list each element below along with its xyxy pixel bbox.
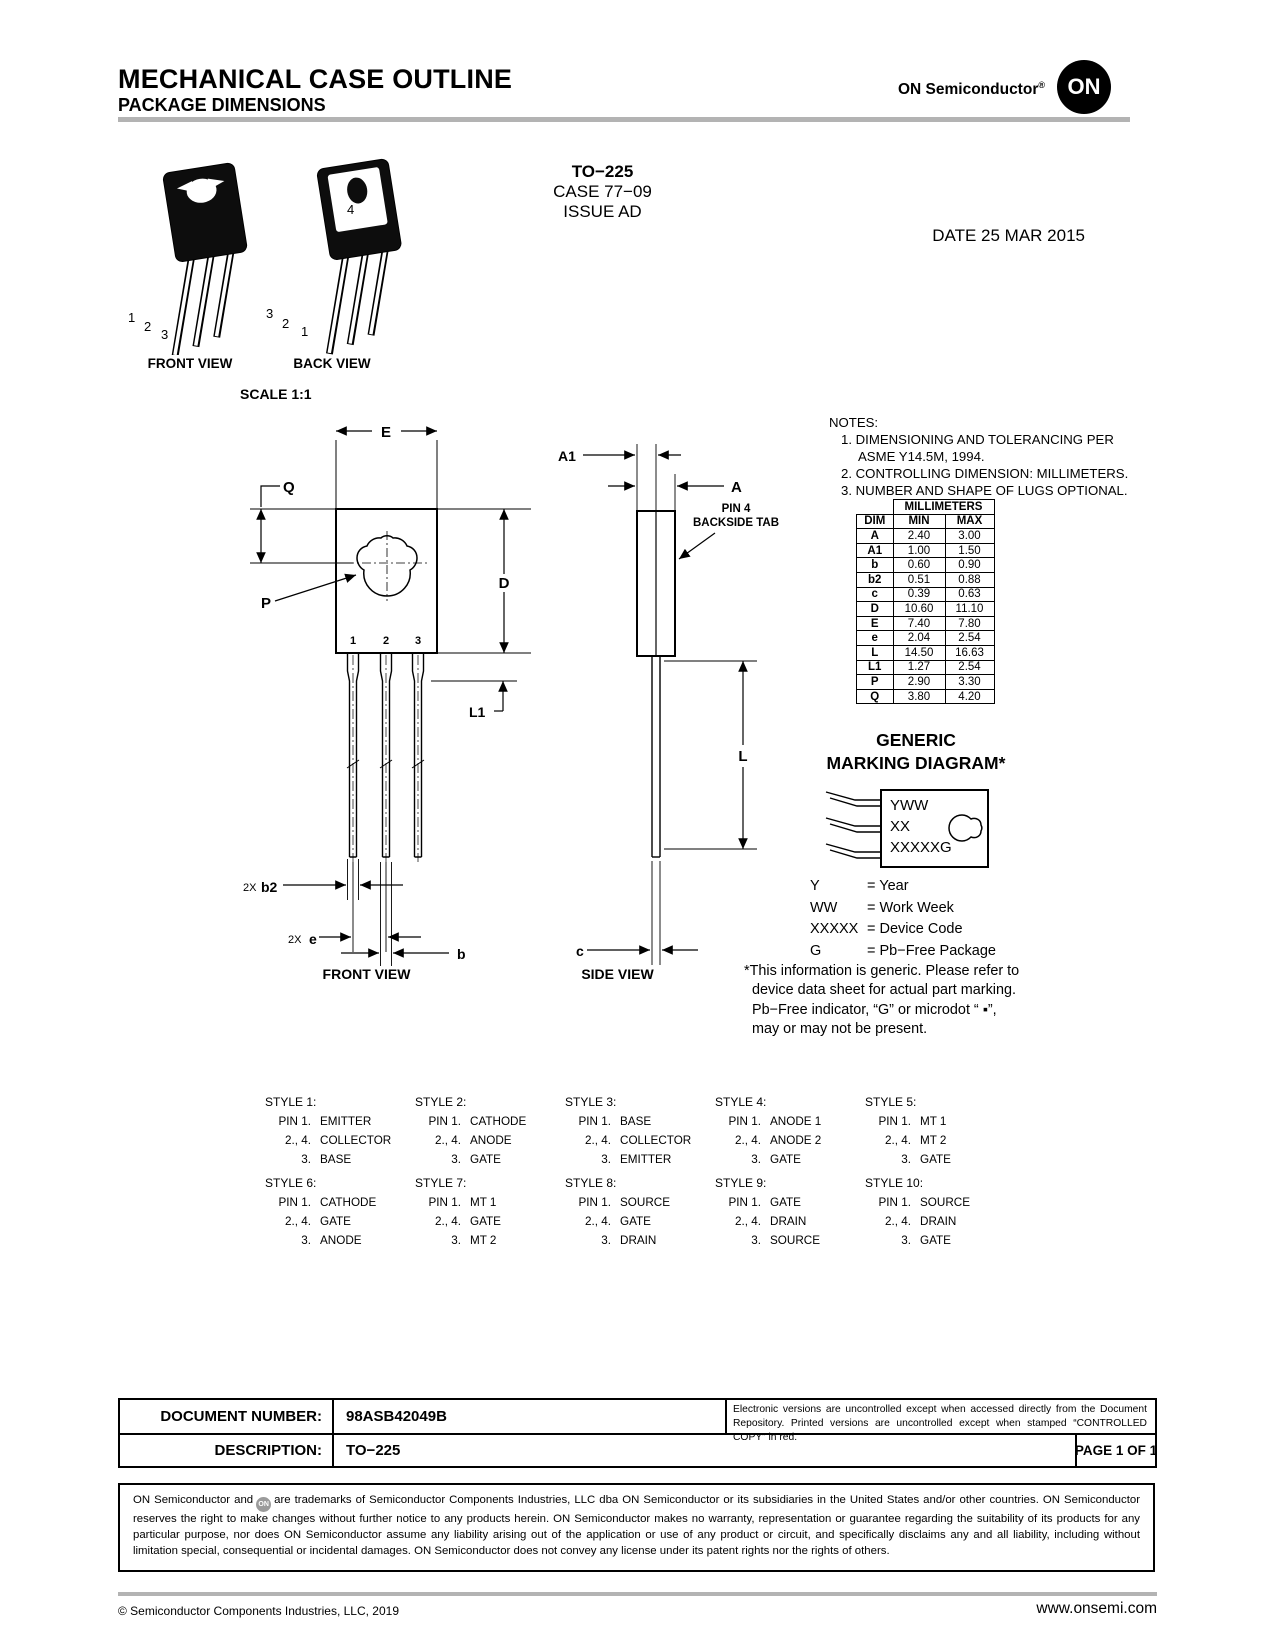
header-rule xyxy=(118,117,1130,122)
back-pin-label-2: 2 xyxy=(282,316,290,331)
generic-note-line3: Pb−Free indicator, “G” or microdot “ ▪”, xyxy=(752,1001,997,1018)
style-block-1: STYLE 1: PIN 1. EMITTER 2., 4. COLLECTOR 3. BASE xyxy=(265,1095,392,1167)
dim-label-A: A xyxy=(731,479,742,496)
front-pin-label-2: 2 xyxy=(144,319,152,334)
front-pin-label-1: 1 xyxy=(128,310,136,325)
page-indicator: PAGE 1 OF 1 xyxy=(1074,1443,1158,1458)
table-row: Q 3.80 4.20 xyxy=(857,689,995,704)
back-pin-label-3: 3 xyxy=(266,306,274,321)
marking-hole-glyph xyxy=(949,815,982,841)
mounting-hole xyxy=(345,531,429,601)
dim-label-b2: b2 xyxy=(261,879,278,895)
dim-label-c: c xyxy=(576,943,584,959)
package-name: TO−225 xyxy=(571,162,634,181)
qty-2x-b2: 2X xyxy=(243,882,257,894)
table-row: c 0.39 0.63 xyxy=(857,587,995,602)
marking-title-line2: MARKING DIAGRAM* xyxy=(826,753,1006,773)
marking-leads xyxy=(826,792,881,858)
table-row: L1 1.27 2.54 xyxy=(857,660,995,675)
marking-generic-note xyxy=(744,962,1019,1040)
table-row: A 2.40 3.00 xyxy=(857,529,995,544)
col-min: MIN xyxy=(893,514,945,529)
note-3: 3. NUMBER AND SHAPE OF LUGS OPTIONAL. xyxy=(841,483,1128,498)
side-lead xyxy=(652,656,660,857)
logo-text: ON xyxy=(1067,74,1101,99)
marking-diagram xyxy=(810,785,1010,880)
note-1: 1. DIMENSIONING AND TOLERANCING PER xyxy=(841,432,1114,447)
generic-note-line4: may or may not be present. xyxy=(752,1021,928,1038)
document-info-table xyxy=(118,1398,1157,1468)
notes-title: NOTES: xyxy=(829,415,879,430)
electronic-version-note: Electronic versions are uncontrolled except when accessed directly from the Document Repository. Printed versions are uncontrolled except when stamped “CONTROLLED COPY” in red. xyxy=(733,1404,1147,1443)
legend-row-year: Y = Year xyxy=(810,878,909,894)
legend-row-workweek: WW = Work Week xyxy=(810,899,954,916)
marking-title-line1: GENERIC xyxy=(876,730,956,750)
marking-line-3: XXXXXG xyxy=(890,839,952,856)
case-number: CASE 77−09 xyxy=(553,182,652,201)
dim-label-L1: L1 xyxy=(469,704,486,720)
table-row: L 14.50 16.63 xyxy=(857,645,995,660)
side-view-drawing xyxy=(540,400,820,980)
note-1-cont: ASME Y14.5M, 1994. xyxy=(858,449,985,464)
front-pin-label-3: 3 xyxy=(161,327,169,342)
legal-disclaimer-box xyxy=(118,1483,1155,1572)
legal-part2: are trademarks of Semiconductor Components Industries, LLC dba ON Semiconductor or its subsidiaries in the United States and/or other countries. ON Semiconductor reserves the right to make changes without further notice to any products herein. ON Semiconductor makes no warranty, representation or guarantee regarding the suitability of its products for any particular purpose, nor does ON Semiconductor assume any liability arising out of the application or use of any product or circuit, and specifically disclaims any and all liability, including without limitation special, consequential or incidental damages. ON Semiconductor does not convey any license under its patent rights nor the rights of others. xyxy=(133,1494,1140,1557)
date-label: DATE 25 MAR 2015 xyxy=(932,226,1085,245)
footer-rule xyxy=(118,1592,1157,1596)
dimension-table xyxy=(856,499,995,704)
dim-label-L: L xyxy=(738,748,748,765)
col-dim: DIM xyxy=(857,514,894,529)
qty-2x-e: 2X xyxy=(288,934,302,946)
issue-revision: ISSUE AD xyxy=(563,202,642,221)
drawing-pin-3: 3 xyxy=(414,635,422,647)
legend-row-pbfree: G = Pb−Free Package xyxy=(810,942,996,959)
copyright-text: © Semiconductor Components Industries, LLC, 2019 xyxy=(118,1604,399,1618)
dim-label-A1: A1 xyxy=(558,448,576,464)
legend-row-devicecode: XXXXX = Device Code xyxy=(810,921,963,937)
table-row: E 7.40 7.80 xyxy=(857,616,995,631)
unit-header: MILLIMETERS xyxy=(893,500,994,515)
title-block xyxy=(480,162,725,222)
note-2: 2. CONTROLLING DIMENSION: MILLIMETERS. xyxy=(841,466,1129,481)
table-row: b2 0.51 0.88 xyxy=(857,572,995,587)
table-row: P 2.90 3.30 xyxy=(857,675,995,690)
dim-label-P: P xyxy=(261,595,272,612)
style-block-3: STYLE 3: PIN 1. BASE 2., 4. COLLECTOR 3. EMITTER xyxy=(565,1095,692,1167)
style-block-6: STYLE 6: PIN 1. CATHODE 2., 4. GATE 3. ANODE xyxy=(265,1176,377,1248)
style-block-9: STYLE 9: PIN 1. GATE 2., 4. DRAIN 3. SOURCE xyxy=(715,1176,821,1248)
dim-label-b: b xyxy=(457,946,466,962)
pin4-tab-label-line1: PIN 4 xyxy=(721,503,751,515)
package-photos-illustration xyxy=(120,150,420,355)
style-block-8: STYLE 8: PIN 1. SOURCE 2., 4. GATE 3. DRAIN xyxy=(565,1176,671,1248)
photo-front-view-label: FRONT VIEW xyxy=(147,356,233,371)
brand-registered-mark: ® xyxy=(1038,80,1045,90)
website-link[interactable]: www.onsemi.com xyxy=(1036,1600,1157,1617)
back-pin-label-1: 1 xyxy=(301,324,309,339)
drawing-pin-2: 2 xyxy=(382,635,390,647)
doc-table-col-divider-2 xyxy=(725,1400,727,1433)
col-max: MAX xyxy=(945,514,994,529)
marking-line-1: YWW xyxy=(890,797,929,814)
table-row: b 0.60 0.90 xyxy=(857,558,995,573)
photo-back-view-label: BACK VIEW xyxy=(293,356,371,371)
style-block-7: STYLE 7: PIN 1. MT 1 2., 4. GATE 3. MT 2 xyxy=(415,1176,501,1248)
marking-line-2: XX xyxy=(890,818,911,835)
description-value: TO−225 xyxy=(346,1442,401,1459)
drawing-front-view-label: FRONT VIEW xyxy=(322,966,411,982)
doc-table-col-divider-3 xyxy=(332,1435,334,1466)
pin4-tab-label-line2: BACKSIDE TAB xyxy=(692,517,780,529)
back-tab-pin-label: 4 xyxy=(347,202,355,217)
back-package-photo xyxy=(301,158,417,354)
dim-label-E: E xyxy=(380,424,392,441)
on-semiconductor-logo xyxy=(1057,60,1111,114)
style-block-2: STYLE 2: PIN 1. CATHODE 2., 4. ANODE 3. GATE xyxy=(415,1095,527,1167)
page-title: MECHANICAL CASE OUTLINE xyxy=(118,64,513,94)
style-block-5: STYLE 5: PIN 1. MT 1 2., 4. MT 2 3. GATE xyxy=(865,1095,951,1167)
dim-label-Q: Q xyxy=(283,479,295,496)
document-number-value: 98ASB42049B xyxy=(346,1408,447,1425)
brand-name: ON Semiconductor xyxy=(897,81,1039,99)
legal-part1: ON Semiconductor and xyxy=(133,1494,254,1506)
style-block-4: STYLE 4: PIN 1. ANODE 1 2., 4. ANODE 2 3. GATE xyxy=(715,1095,822,1167)
generic-note-line2: device data sheet for actual part marking. xyxy=(752,982,1016,999)
description-label: DESCRIPTION: xyxy=(214,1442,322,1459)
doc-table-col-divider-1 xyxy=(332,1400,334,1433)
scale-label: SCALE 1:1 xyxy=(240,386,312,402)
table-row: e 2.04 2.54 xyxy=(857,631,995,646)
page-subtitle: PACKAGE DIMENSIONS xyxy=(118,95,326,115)
document-number-label: DOCUMENT NUMBER: xyxy=(160,1408,322,1425)
table-row: D 10.60 11.10 xyxy=(857,602,995,617)
dim-label-e: e xyxy=(309,931,317,947)
dim-label-D: D xyxy=(498,575,510,592)
legal-on-logo: ON xyxy=(256,1497,271,1512)
style-block-10: STYLE 10: PIN 1. SOURCE 2., 4. DRAIN 3. GATE xyxy=(865,1176,971,1248)
table-row: A1 1.00 1.50 xyxy=(857,543,995,558)
front-view-drawing xyxy=(235,400,545,980)
generic-note-line1: *This information is generic. Please refer to xyxy=(744,963,1020,979)
drawing-side-view-label: SIDE VIEW xyxy=(581,966,654,982)
marking-legend xyxy=(810,876,996,962)
brand-text xyxy=(845,80,1045,99)
drawing-pin-1: 1 xyxy=(349,635,357,647)
